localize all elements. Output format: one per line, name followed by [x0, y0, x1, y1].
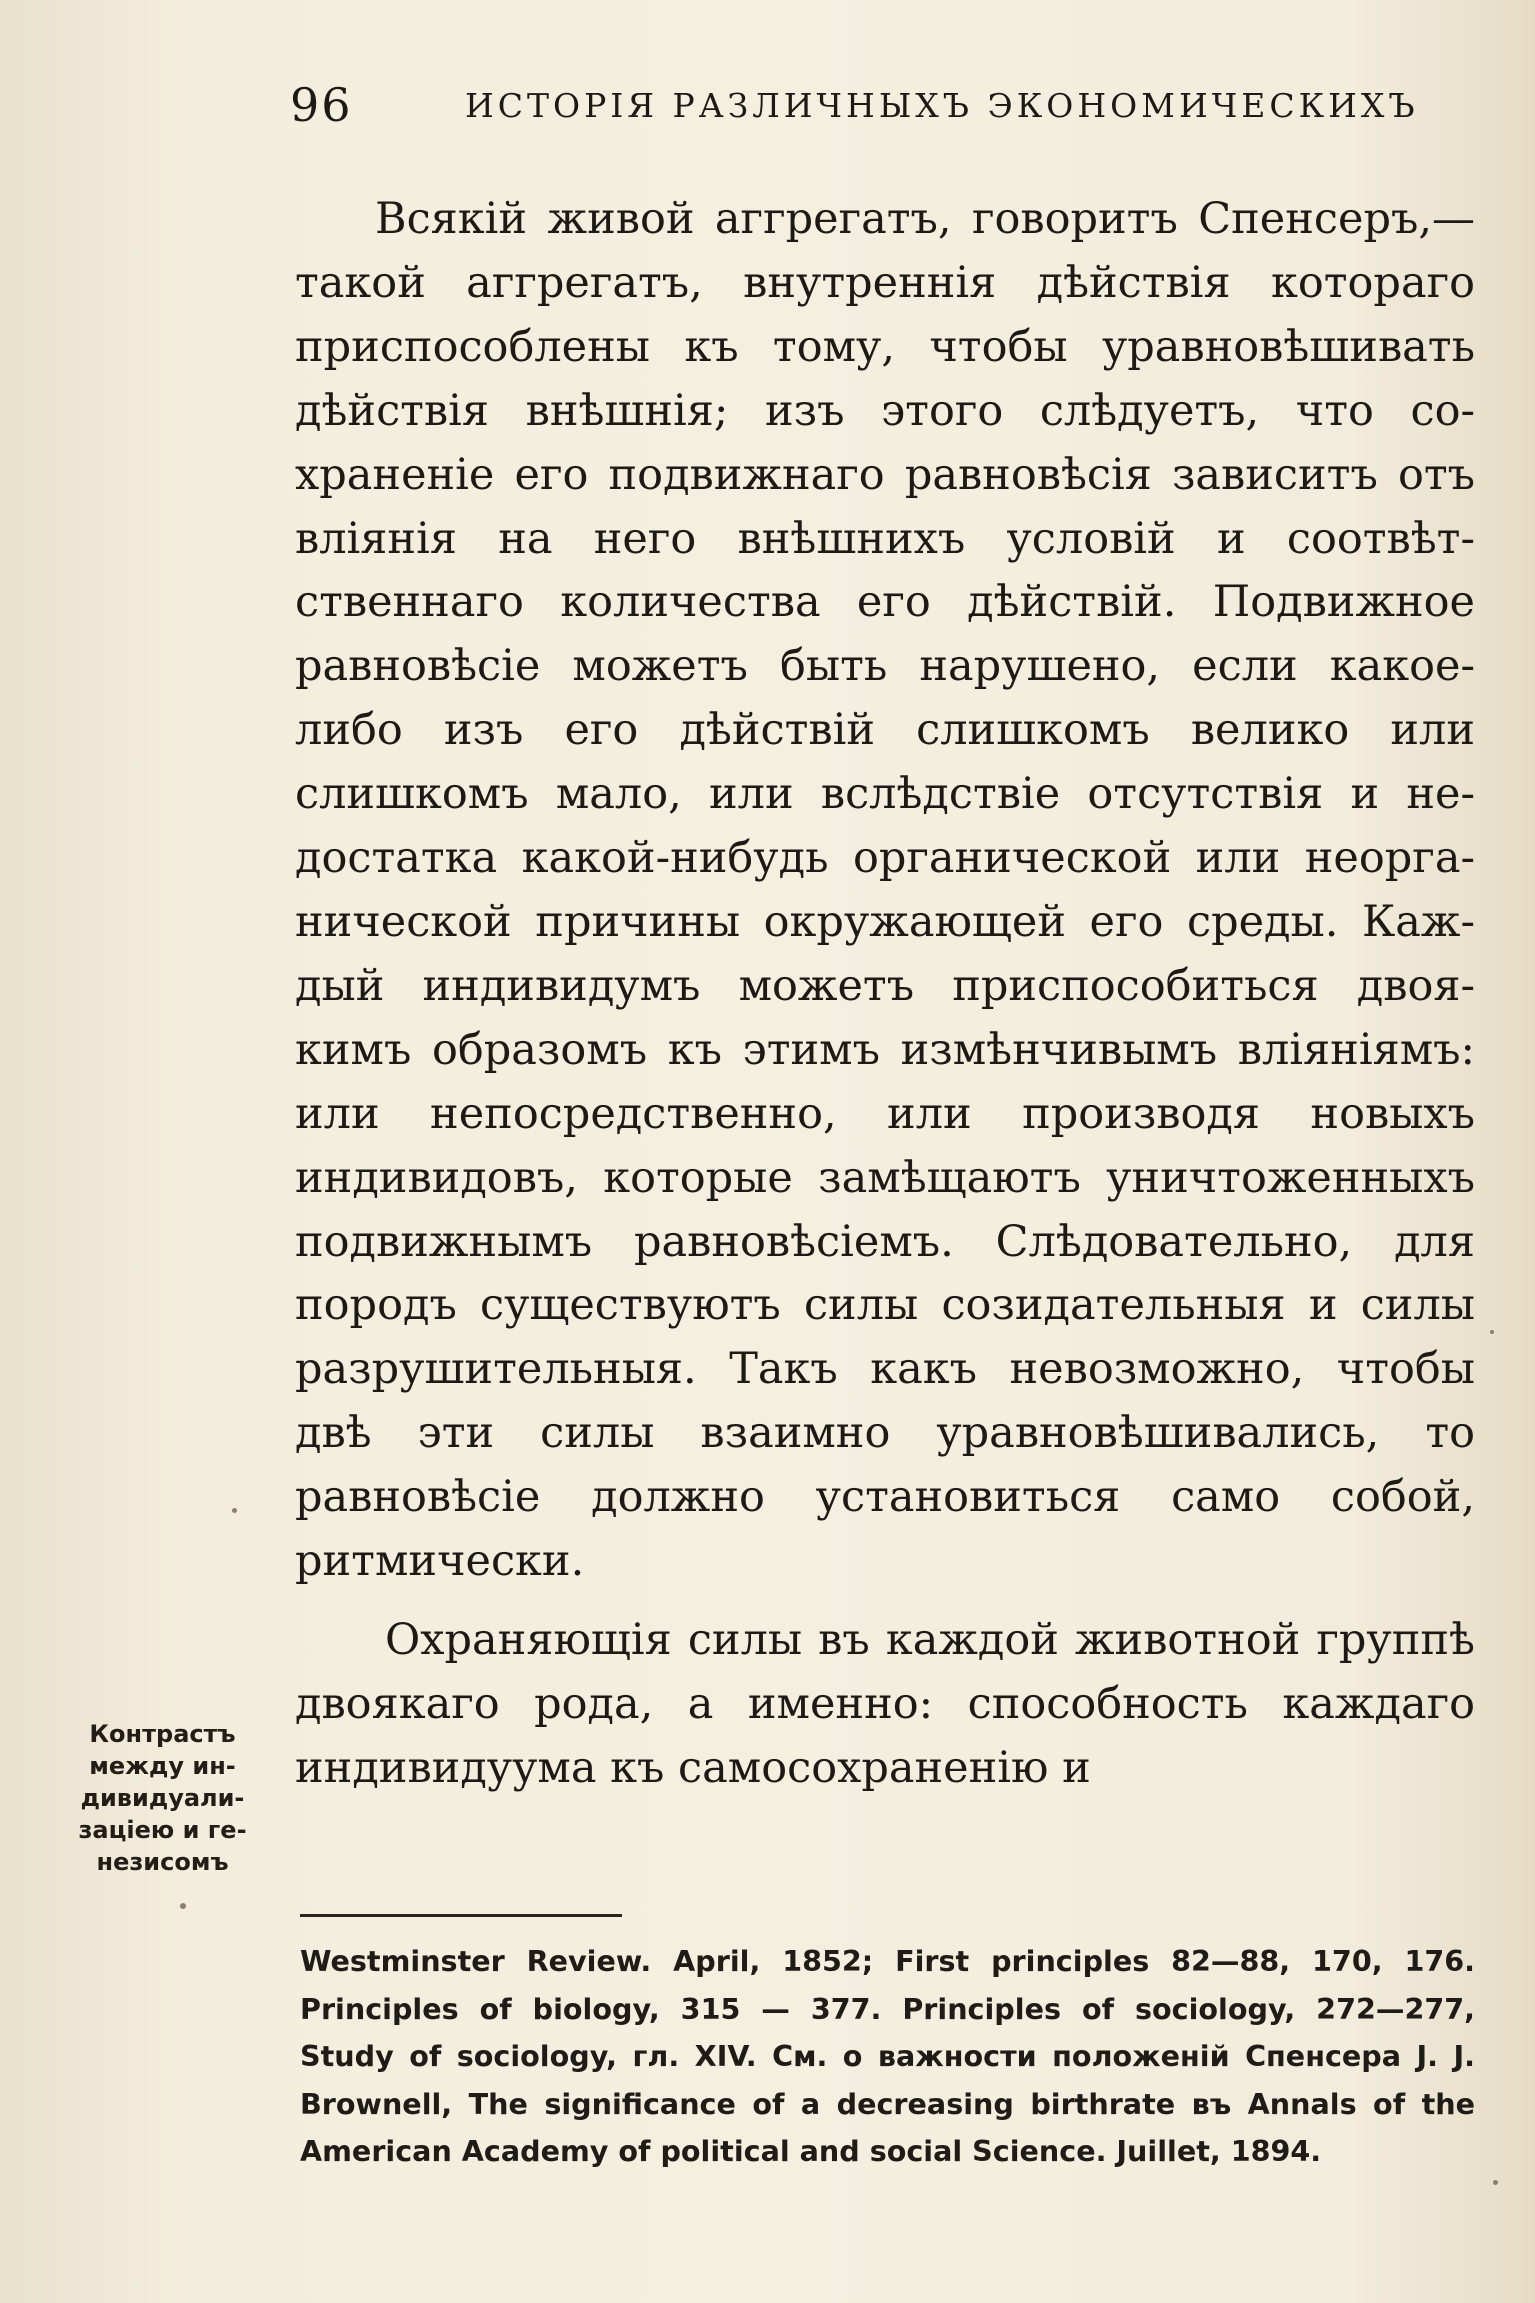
- marginal-note: [60, 1718, 265, 1878]
- page-number: 96: [290, 78, 353, 132]
- page-header: [290, 78, 1480, 138]
- running-head: ИСТОРІЯ РАЗЛИЧНЫХЪ ЭКОНОМИЧЕСКИХЪ: [465, 86, 1419, 125]
- paper-speck: [1490, 1330, 1494, 1334]
- marginal-note-line: Контрастъ: [89, 1720, 236, 1748]
- paragraph-1: Всякій живой аггрегатъ, говоритъ Спенсеръ,— такой аггрегатъ, внутреннія дѣйствія котораго приспособлены къ тому, чтобы уравновѣшивать дѣйствія внѣшнія; изъ этого слѣдуетъ, что сохраненіе его подвижнаго равновѣсія зависитъ отъ вліянія на него внѣшнихъ условій и соотвѣтственнаго количества его дѣйствій. Подвижное равновѣсіе можетъ быть нарушено, если какое-либо изъ его дѣйствій слишкомъ велико или слишкомъ мало, или вслѣдствіе отсутствія и недостатка какой-нибудь органической или неорганической причины окружающей его среды. Каждый индивидумъ можетъ приспособиться двоякимъ образомъ къ этимъ измѣнчивымъ вліяніямъ: или непосредственно, или производя новыхъ индивидовъ, которые замѣщаютъ уничтоженныхъ подвижнымъ равновѣсіемъ. Слѣдовательно, для породъ существуютъ силы созидательныя и силы разрушительныя. Такъ какъ невозможно, чтобы двѣ эти силы взаимно уравновѣшивались, то равновѣсіе должно установиться само собой, ритмически.: [295, 194, 1475, 1587]
- footnote: Westminster Review. April, 1852; First principles 82—88, 170, 176. Principles of biology, 315 — 377. Principles of sociology, 272—277, Study of sociology, гл. XIV. См. о важности положеній Спенсера J. J. Brownell, The significance of a decreasing birthrate въ Annals of the American Academy of political and social Science. Juillet, 1894.: [300, 1944, 1475, 2168]
- marginal-note-line: дивидуали-: [80, 1784, 245, 1812]
- footnote-divider: [300, 1914, 622, 1917]
- paper-speck: [180, 1903, 186, 1909]
- paragraph-2: Охраняющія силы въ каждой животной группѣ двоякаго рода, а именно: способность каждаго индивидуума къ самосохраненію и: [295, 1614, 1475, 1793]
- paper-speck: [232, 1508, 237, 1513]
- paper-speck: [1493, 2180, 1498, 2185]
- main-text: [295, 188, 1475, 1801]
- marginal-note-line: заціею и ге-: [78, 1816, 247, 1844]
- marginal-note-line: между ин-: [89, 1752, 236, 1780]
- marginal-note-line: незисомъ: [96, 1848, 229, 1876]
